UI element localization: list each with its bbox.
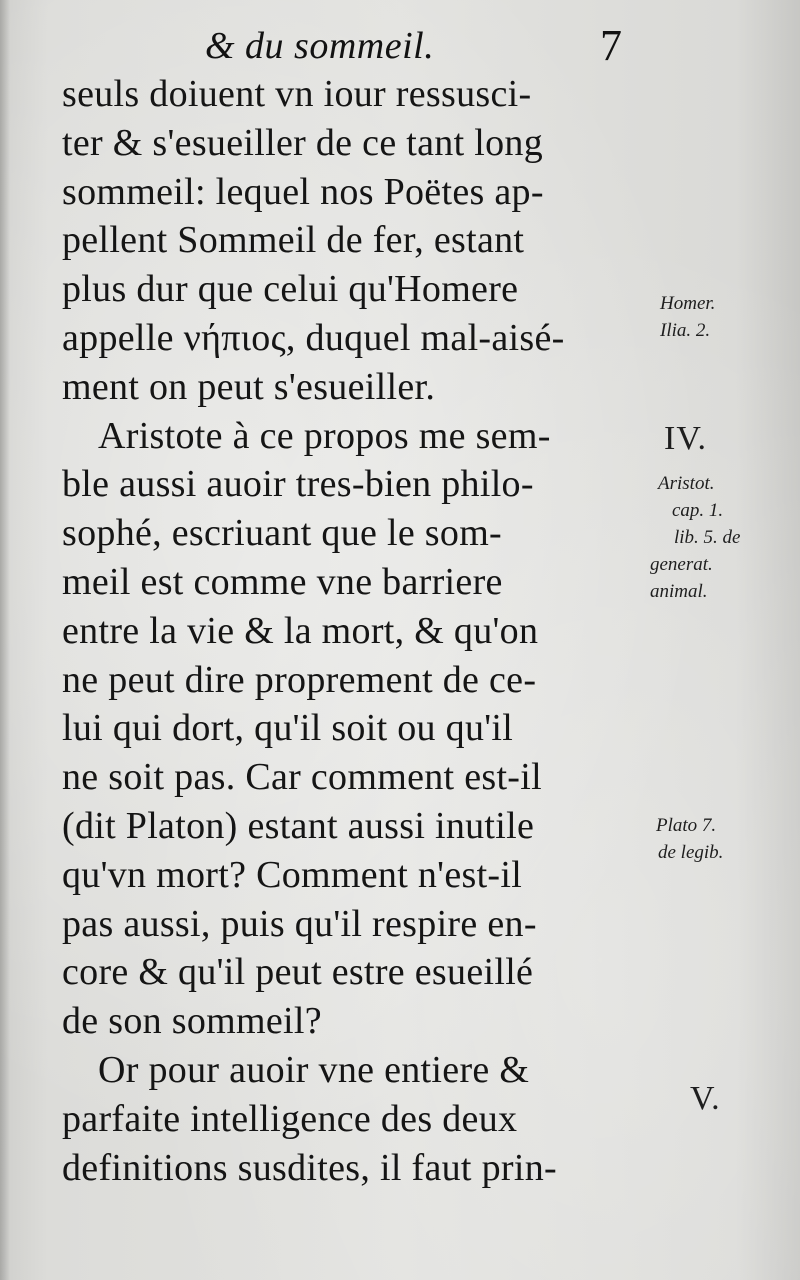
running-head: & du sommeil.	[205, 25, 435, 67]
text-line: pellent Sommeil de fer, estant	[62, 219, 525, 262]
text-line: pas aussi, puis qu'il respire en-	[62, 902, 537, 945]
paragraph-start-line: Aristote à ce propos me sem-	[98, 414, 551, 457]
margin-note-line: Ilia. 2.	[660, 320, 711, 341]
text-line: ble aussi auoir tres-bien philo-	[62, 463, 534, 506]
margin-note-line: Plato 7.	[656, 815, 717, 836]
text-line: ter & s'esueiller de ce tant long	[62, 121, 544, 164]
text-line: definitions susdites, il faut prin-	[62, 1146, 557, 1189]
paragraph-start-line: Or pour auoir vne entiere &	[98, 1048, 530, 1091]
margin-note-line: Homer.	[660, 293, 716, 314]
page-gutter-shadow	[0, 0, 10, 1280]
section-number-v: V.	[690, 1080, 721, 1117]
margin-note-line: animal.	[650, 581, 708, 602]
text-line: core & qu'il peut estre esueillé	[62, 951, 534, 994]
text-line: ment on peut s'esueiller.	[62, 365, 436, 408]
text-line: sophé, escriuant que le som-	[62, 512, 503, 555]
text-line: plus dur que celui qu'Homere	[62, 268, 519, 311]
margin-note-line: cap. 1.	[672, 500, 724, 521]
section-number-iv: IV.	[664, 420, 707, 457]
text-line: lui qui dort, qu'il soit ou qu'il	[62, 707, 514, 750]
margin-note-line: de legib.	[658, 842, 724, 863]
text-line: qu'vn mort? Comment n'est-il	[62, 853, 523, 896]
text-line: appelle νήπιος, duquel mal-aisé-	[62, 316, 565, 359]
page-number: 7	[600, 21, 622, 70]
margin-note-line: lib. 5. de	[674, 527, 741, 548]
text-line: (dit Platon) estant aussi inutile	[62, 804, 535, 847]
text-line: ne peut dire proprement de ce-	[62, 658, 537, 701]
text-line: ne soit pas. Car comment est-il	[62, 756, 542, 799]
text-line: de son sommeil?	[62, 1000, 322, 1043]
margin-note-line: generat.	[650, 554, 713, 575]
body-text	[62, 70, 652, 1192]
text-line: seuls doiuent vn iour ressusci-	[62, 73, 532, 115]
text-line: entre la vie & la mort, & qu'on	[62, 609, 539, 652]
margin-note-line: Aristot.	[658, 473, 715, 494]
text-line: parfaite intelligence des deux	[62, 1097, 518, 1140]
text-line: meil est comme vne barriere	[62, 560, 503, 603]
margin-note-homer	[660, 290, 715, 344]
text-line: sommeil: lequel nos Poëtes ap-	[62, 170, 544, 213]
margin-note-aristotle	[650, 470, 741, 605]
margin-note-plato	[656, 812, 723, 866]
